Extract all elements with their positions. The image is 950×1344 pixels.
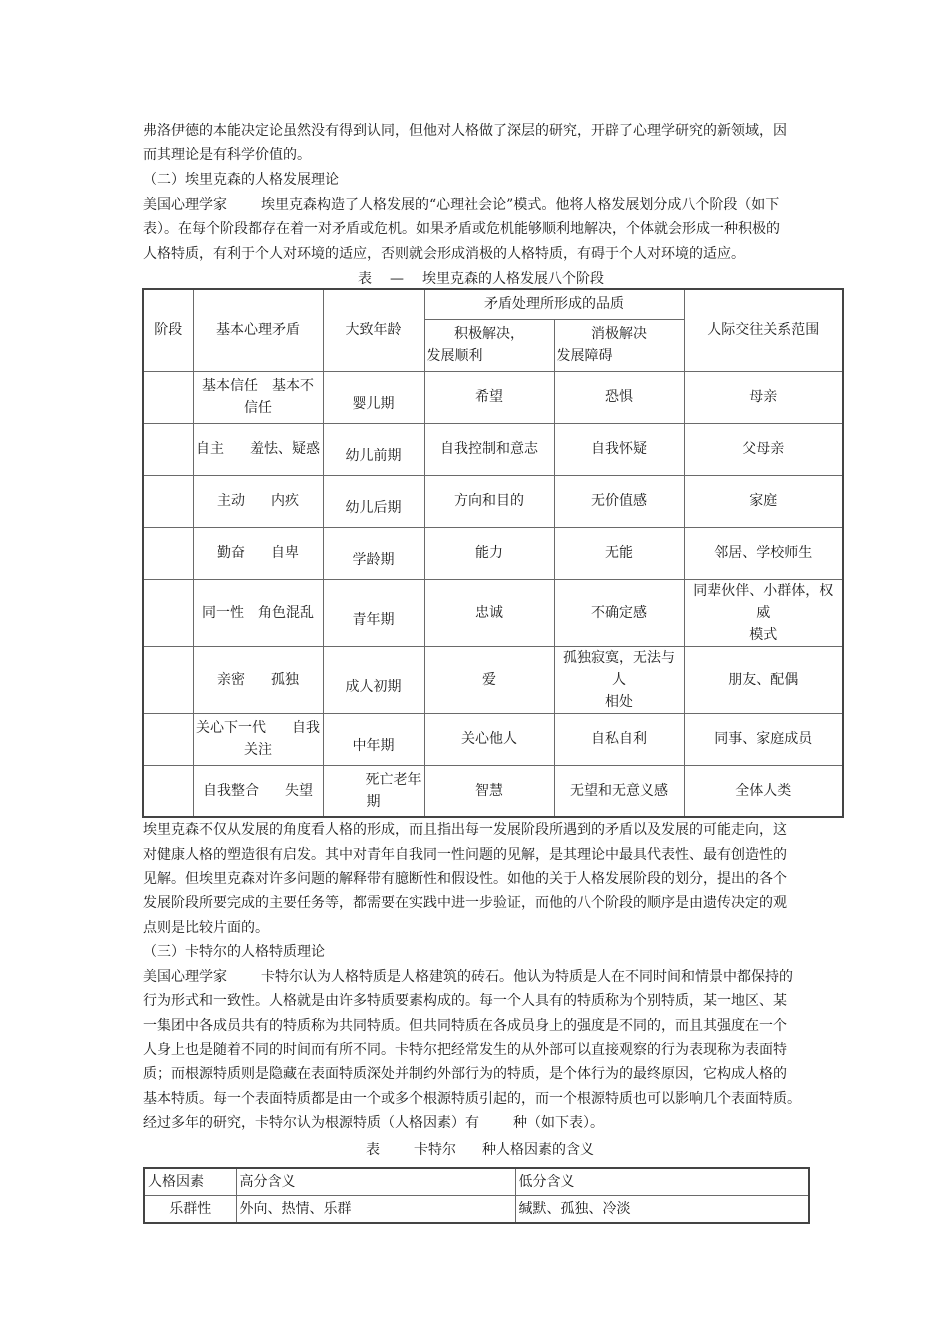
- header-text: 消极解决: [591, 326, 647, 342]
- header-text: 发展顺利: [426, 348, 483, 364]
- paragraph-line: 一集团中各成员共有的特质称为共同特质。但共同特质在各成员身上的强度是不同的，而且其强度在一个: [143, 1018, 787, 1034]
- header-stage: 阶段: [143, 289, 193, 371]
- erikson-stages-table: [142, 288, 844, 818]
- cell-high: 外向、热情、乐群: [236, 1196, 515, 1224]
- table-header-row: [144, 1168, 809, 1196]
- table-row: [143, 527, 843, 579]
- cell-negative: 无望和无意义感: [554, 765, 684, 817]
- caption-part: 表: [366, 1142, 380, 1158]
- table-row: [143, 579, 843, 646]
- cell-text: 自我整合: [203, 782, 259, 799]
- cell-text: 关注: [244, 742, 272, 758]
- paragraph-line: 见解。但埃里克森对许多问题的解释带有臆断性和假设性。如他的关于人格发展阶段的划分，提出的各个: [143, 871, 787, 887]
- cell-age: [323, 423, 424, 475]
- cell-text: 失望: [285, 782, 313, 799]
- cell-stage: [143, 475, 193, 527]
- cell-conflict: [193, 475, 323, 527]
- cattell-factors-table: [143, 1167, 810, 1224]
- cell-text: 勤奋: [217, 545, 245, 561]
- cell-negative: 恐惧: [554, 371, 684, 423]
- cell-positive: 爱: [424, 646, 554, 713]
- header-factor: 人格因素: [144, 1168, 236, 1196]
- cell-relations: 朋友、配偶: [684, 646, 843, 713]
- text-segment: 种（如下表）。: [513, 1115, 604, 1131]
- cell-text: 死亡老年: [365, 771, 422, 788]
- header-age: 大致年龄: [323, 289, 424, 371]
- cell-factor: 乐群性: [144, 1196, 236, 1224]
- header-low: 低分含义: [515, 1168, 809, 1196]
- cell-age: [323, 475, 424, 527]
- text-segment: 美国心理学家: [143, 197, 227, 213]
- cell-positive: 自我控制和意志: [424, 423, 554, 475]
- paragraph-line: 质；而根源特质则是隐藏在表面特质深处并制约外部行为的特质，是个体行为的最终原因，它构成人格的: [143, 1066, 787, 1082]
- header-negative: [554, 319, 684, 371]
- cell-negative: 自私自利: [554, 713, 684, 765]
- caption-part: 表: [358, 271, 372, 287]
- table-row: [143, 475, 843, 527]
- cell-text: 成人初期: [345, 678, 402, 695]
- cell-positive: 关心他人: [424, 713, 554, 765]
- paragraph-line: [143, 1113, 604, 1133]
- cell-negative: 自我怀疑: [554, 423, 684, 475]
- cell-relations: 母亲: [684, 371, 843, 423]
- cell-text: 同一性: [202, 604, 244, 621]
- section-heading-erikson: （二）埃里克森的人格发展理论: [143, 172, 339, 188]
- text-segment: 美国心理学家: [143, 969, 227, 985]
- paragraph-line: 对健康人格的塑造很有启发。其中对青年自我同一性问题的见解，是其理论中最具代表性、最有创造性的: [143, 847, 787, 863]
- header-relations: 人际交往关系范围: [684, 289, 843, 371]
- cell-stage: [143, 579, 193, 646]
- cell-relations: [684, 579, 843, 646]
- cell-positive: 方向和目的: [424, 475, 554, 527]
- paragraph-line: [143, 967, 793, 987]
- caption-part: —: [390, 271, 404, 287]
- cell-conflict: [193, 579, 323, 646]
- table-row: [143, 713, 843, 765]
- cell-positive: 智慧: [424, 765, 554, 817]
- cell-age: [323, 527, 424, 579]
- cell-conflict: [193, 765, 323, 817]
- cell-negative: 不确定感: [554, 579, 684, 646]
- cell-age: [323, 371, 424, 423]
- cell-text: 孤独: [271, 671, 299, 688]
- cell-age: [323, 713, 424, 765]
- table-header-row: [143, 289, 843, 319]
- cell-stage: [143, 765, 193, 817]
- cell-text: 中年期: [352, 738, 395, 754]
- cell-stage: [143, 371, 193, 423]
- cell-text: 关心下一代: [196, 720, 266, 736]
- cell-text: 自主: [196, 441, 224, 457]
- paragraph-line: 发展阶段所要完成的主要任务等，都需要在实践中进一步验证，而他的八个阶段的顺序是由遗传决定的观: [143, 895, 787, 911]
- header-positive: [424, 319, 554, 371]
- header-high: 高分含义: [236, 1168, 515, 1196]
- cell-text: 自我: [292, 720, 320, 736]
- cell-stage: [143, 527, 193, 579]
- cell-text: 模式: [749, 626, 778, 643]
- table-row: [143, 423, 843, 475]
- header-text: 积极解决，: [454, 326, 524, 342]
- cell-text: 自卑: [271, 545, 299, 561]
- cell-conflict: [193, 527, 323, 579]
- caption-part: 埃里克森的人格发展八个阶段: [422, 271, 604, 287]
- cell-text: 亲密: [217, 671, 245, 688]
- paragraph-line: 人身上也是随着不同的时间而有所不同。卡特尔把经常发生的从外部可以直接观察的行为表现称为表面特: [143, 1042, 787, 1058]
- cell-text: 期: [366, 793, 381, 810]
- paragraph-line: 表）。在每个阶段都存在着一对矛盾或危机。如果矛盾或危机能够顺利地解决，个体就会形成一种积极的: [143, 221, 780, 237]
- cell-text: 幼儿前期: [345, 448, 402, 464]
- table-row: [143, 646, 843, 713]
- cell-relations: 全体人类: [684, 765, 843, 817]
- cell-stage: [143, 646, 193, 713]
- cell-text: 同辈伙伴、小群体，权威: [693, 582, 834, 621]
- caption-part: 种人格因素的含义: [482, 1142, 594, 1158]
- cell-text: 角色混乱: [258, 604, 314, 621]
- header-conflict: 基本心理矛盾: [193, 289, 323, 371]
- cell-relations: 邻居、学校师生: [684, 527, 843, 579]
- paragraph-line: 而其理论是有科学价值的。: [143, 147, 311, 163]
- cell-age: [323, 579, 424, 646]
- cell-stage: [143, 713, 193, 765]
- table-caption: [366, 1140, 594, 1160]
- paragraph-line: 人格特质，有利于个人对环境的适应，否则就会形成消极的人格特质，有碍于个人对环境的适应。: [143, 246, 745, 262]
- table-caption: [358, 269, 604, 289]
- paragraph-line: 埃里克森不仅从发展的角度看人格的形成，而且指出每一发展阶段所遇到的矛盾以及发展的可能走向，这: [143, 822, 787, 838]
- cell-low: 缄默、孤独、冷淡: [515, 1196, 809, 1224]
- cell-conflict: [193, 713, 323, 765]
- cell-conflict: [193, 646, 323, 713]
- cell-text: 基本不: [272, 378, 314, 394]
- cell-relations: 同事、家庭成员: [684, 713, 843, 765]
- cell-negative: 无价值感: [554, 475, 684, 527]
- cell-age: [323, 646, 424, 713]
- section-heading-cattell: （三）卡特尔的人格特质理论: [143, 944, 325, 960]
- cell-age: [323, 765, 424, 817]
- cell-text: 内疚: [271, 493, 299, 509]
- text-segment: 经过多年的研究，卡特尔认为根源特质（人格因素）有: [143, 1115, 479, 1131]
- cell-positive: 希望: [424, 371, 554, 423]
- cell-text: 羞怯、疑惑: [250, 441, 320, 457]
- cell-positive: 能力: [424, 527, 554, 579]
- cell-text: 青年期: [352, 611, 395, 628]
- cell-text: 婴儿期: [352, 396, 395, 412]
- table-row: [143, 371, 843, 423]
- caption-part: 卡特尔: [414, 1142, 456, 1158]
- cell-text: 学龄期: [352, 552, 395, 568]
- table-row: [144, 1196, 809, 1224]
- cell-negative: 无能: [554, 527, 684, 579]
- cell-stage: [143, 423, 193, 475]
- cell-text: 幼儿后期: [345, 500, 402, 516]
- cell-positive: 忠诚: [424, 579, 554, 646]
- paragraph-line: 弗洛伊德的本能决定论虽然没有得到认同，但他对人格做了深层的研究，开辟了心理学研究的新领域，因: [143, 123, 787, 139]
- cell-negative: [554, 646, 684, 713]
- cell-conflict: [193, 423, 323, 475]
- cell-conflict: [193, 371, 323, 423]
- header-quality: 矛盾处理所形成的品质: [424, 289, 684, 319]
- header-text: 发展障碍: [556, 348, 613, 364]
- cell-text: 基本信任: [202, 378, 258, 394]
- text-segment: 埃里克森构造了人格发展的“心理社会论”模式。他将人格发展划分成八个阶段（如下: [261, 197, 780, 213]
- text-segment: 卡特尔认为人格特质是人格建筑的砖石。他认为特质是人在不同时间和情景中都保持的: [261, 969, 793, 985]
- cell-text: 相处: [605, 693, 633, 710]
- paragraph-line: 点则是比较片面的。: [143, 920, 269, 936]
- table-row: [143, 765, 843, 817]
- paragraph-line: 基本特质。每一个表面特质都是由一个或多个根源特质引起的，而一个根源特质也可以影响几个表面特质。: [143, 1091, 801, 1107]
- cell-text: 主动: [217, 493, 245, 509]
- paragraph-line: [143, 195, 779, 215]
- cell-text: 孤独寂寞，无法与人: [563, 649, 675, 688]
- paragraph-line: 行为形式和一致性。人格就是由许多特质要素构成的。每一个人具有的特质称为个别特质，某一地区、某: [143, 993, 787, 1009]
- cell-relations: 父母亲: [684, 423, 843, 475]
- cell-relations: 家庭: [684, 475, 843, 527]
- cell-text: 信任: [244, 400, 272, 416]
